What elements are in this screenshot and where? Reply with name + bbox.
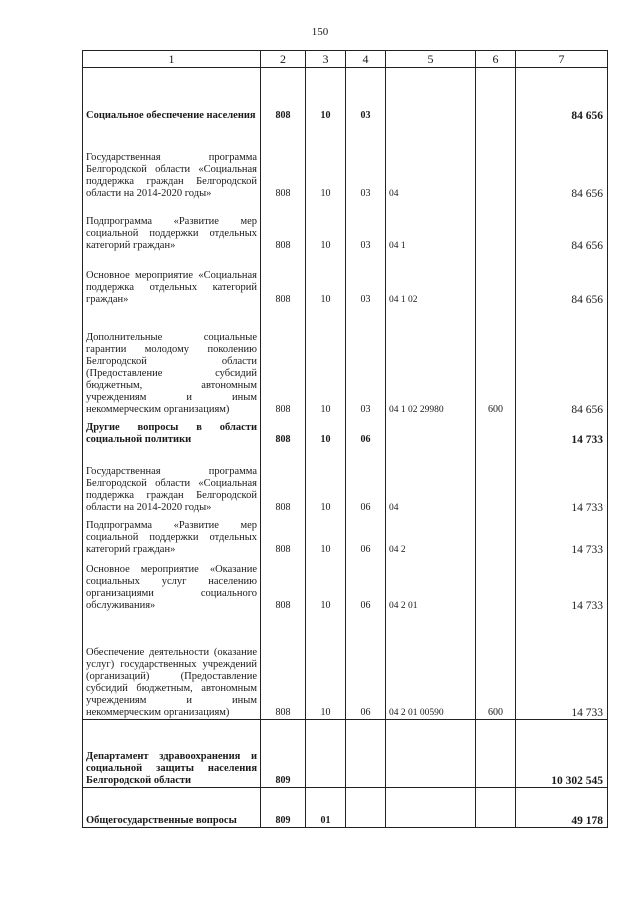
column-header: 5	[386, 51, 476, 68]
column-header: 2	[261, 51, 306, 68]
row-name: Основное мероприятие «Социальная поддержка отдельных категорий граждан»	[83, 252, 261, 306]
cell-amount: 14 733	[516, 556, 608, 612]
cell-c5	[386, 68, 476, 122]
budget-table	[82, 50, 608, 828]
cell-c3: 01	[306, 788, 346, 828]
cell-c3: 10	[306, 612, 346, 720]
cell-c5	[386, 788, 476, 828]
cell-c4: 03	[346, 68, 386, 122]
cell-c4: 03	[346, 252, 386, 306]
cell-c5: 04	[386, 122, 476, 200]
cell-c3: 10	[306, 306, 346, 416]
cell-amount: 14 733	[516, 612, 608, 720]
cell-c4: 03	[346, 200, 386, 252]
table-row	[83, 200, 608, 252]
cell-c4: 06	[346, 556, 386, 612]
row-name: Социальное обеспечение населения	[83, 68, 261, 122]
cell-c3: 10	[306, 446, 346, 514]
cell-c2: 808	[261, 416, 306, 446]
table-row	[83, 556, 608, 612]
cell-c6	[476, 556, 516, 612]
cell-c5: 04 1	[386, 200, 476, 252]
cell-c5: 04 2 01 00590	[386, 612, 476, 720]
header-row	[83, 51, 608, 68]
cell-c4: 03	[346, 306, 386, 416]
cell-c5: 04 1 02	[386, 252, 476, 306]
cell-amount: 14 733	[516, 514, 608, 556]
cell-c2: 808	[261, 556, 306, 612]
cell-amount: 84 656	[516, 68, 608, 122]
cell-c3: 10	[306, 514, 346, 556]
cell-c4: 06	[346, 612, 386, 720]
cell-c6	[476, 200, 516, 252]
cell-c3: 10	[306, 252, 346, 306]
cell-c2: 809	[261, 720, 306, 788]
cell-c2: 809	[261, 788, 306, 828]
cell-amount: 84 656	[516, 200, 608, 252]
cell-c6	[476, 416, 516, 446]
cell-c4: 06	[346, 416, 386, 446]
row-name: Государственная программа Белгородской области «Социальная поддержка граждан Белгородской области на 2014-2020 годы»	[83, 446, 261, 514]
cell-amount: 84 656	[516, 122, 608, 200]
cell-c4	[346, 720, 386, 788]
cell-c6	[476, 788, 516, 828]
table-row	[83, 122, 608, 200]
cell-amount: 84 656	[516, 306, 608, 416]
cell-c3: 10	[306, 416, 346, 446]
cell-c2: 808	[261, 306, 306, 416]
cell-amount: 84 656	[516, 252, 608, 306]
table-row	[83, 788, 608, 828]
cell-c3: 10	[306, 556, 346, 612]
cell-c5	[386, 416, 476, 446]
table-row	[83, 252, 608, 306]
cell-c6	[476, 514, 516, 556]
table-row	[83, 446, 608, 514]
row-name: Подпрограмма «Развитие мер социальной поддержки отдельных категорий граждан»	[83, 200, 261, 252]
table-row	[83, 68, 608, 122]
table-row	[83, 306, 608, 416]
row-name: Департамент здравоохранения и социальной защиты населения Белгородской области	[83, 720, 261, 788]
cell-c5: 04 2	[386, 514, 476, 556]
cell-amount: 10 302 545	[516, 720, 608, 788]
table-row	[83, 416, 608, 446]
cell-c5: 04 1 02 29980	[386, 306, 476, 416]
row-name: Общегосударственные вопросы	[83, 788, 261, 828]
cell-c3	[306, 720, 346, 788]
row-name: Обеспечение деятельности (оказание услуг) государственных учреждений (организаций) (Предоставление субсидий бюджетным, автономным учреждениям и иным некоммерческим организациям)	[83, 612, 261, 720]
table-row	[83, 720, 608, 788]
cell-c2: 808	[261, 446, 306, 514]
cell-c6	[476, 446, 516, 514]
cell-amount: 14 733	[516, 416, 608, 446]
cell-c2: 808	[261, 68, 306, 122]
row-name: Другие вопросы в области социальной политики	[83, 416, 261, 446]
cell-c4: 06	[346, 446, 386, 514]
cell-c6: 600	[476, 306, 516, 416]
cell-c6	[476, 68, 516, 122]
cell-c2: 808	[261, 514, 306, 556]
cell-c6	[476, 720, 516, 788]
column-header: 7	[516, 51, 608, 68]
cell-c2: 808	[261, 122, 306, 200]
column-header: 1	[83, 51, 261, 68]
cell-c3: 10	[306, 68, 346, 122]
row-name: Государственная программа Белгородской области «Социальная поддержка граждан Белгородской области на 2014-2020 годы»	[83, 122, 261, 200]
cell-c5: 04 2 01	[386, 556, 476, 612]
cell-c2: 808	[261, 252, 306, 306]
column-header: 3	[306, 51, 346, 68]
table-row	[83, 514, 608, 556]
column-header: 6	[476, 51, 516, 68]
cell-amount: 14 733	[516, 446, 608, 514]
row-name: Основное мероприятие «Оказание социальных услуг населению организациями социального обслуживания»	[83, 556, 261, 612]
cell-c3: 10	[306, 200, 346, 252]
cell-c4	[346, 788, 386, 828]
cell-c6	[476, 252, 516, 306]
table-row	[83, 612, 608, 720]
row-name: Дополнительные социальные гарантии молодому поколению Белгородской области (Предоставление субсидий бюджетным, автономным учреждениям и иным некоммерческим организациям)	[83, 306, 261, 416]
cell-c4: 03	[346, 122, 386, 200]
column-header: 4	[346, 51, 386, 68]
cell-c3: 10	[306, 122, 346, 200]
cell-c2: 808	[261, 612, 306, 720]
cell-c6: 600	[476, 612, 516, 720]
cell-c5	[386, 720, 476, 788]
cell-c4: 06	[346, 514, 386, 556]
cell-c2: 808	[261, 200, 306, 252]
row-name: Подпрограмма «Развитие мер социальной поддержки отдельных категорий граждан»	[83, 514, 261, 556]
cell-c6	[476, 122, 516, 200]
cell-amount: 49 178	[516, 788, 608, 828]
cell-c5: 04	[386, 446, 476, 514]
page-number: 150	[311, 26, 329, 38]
